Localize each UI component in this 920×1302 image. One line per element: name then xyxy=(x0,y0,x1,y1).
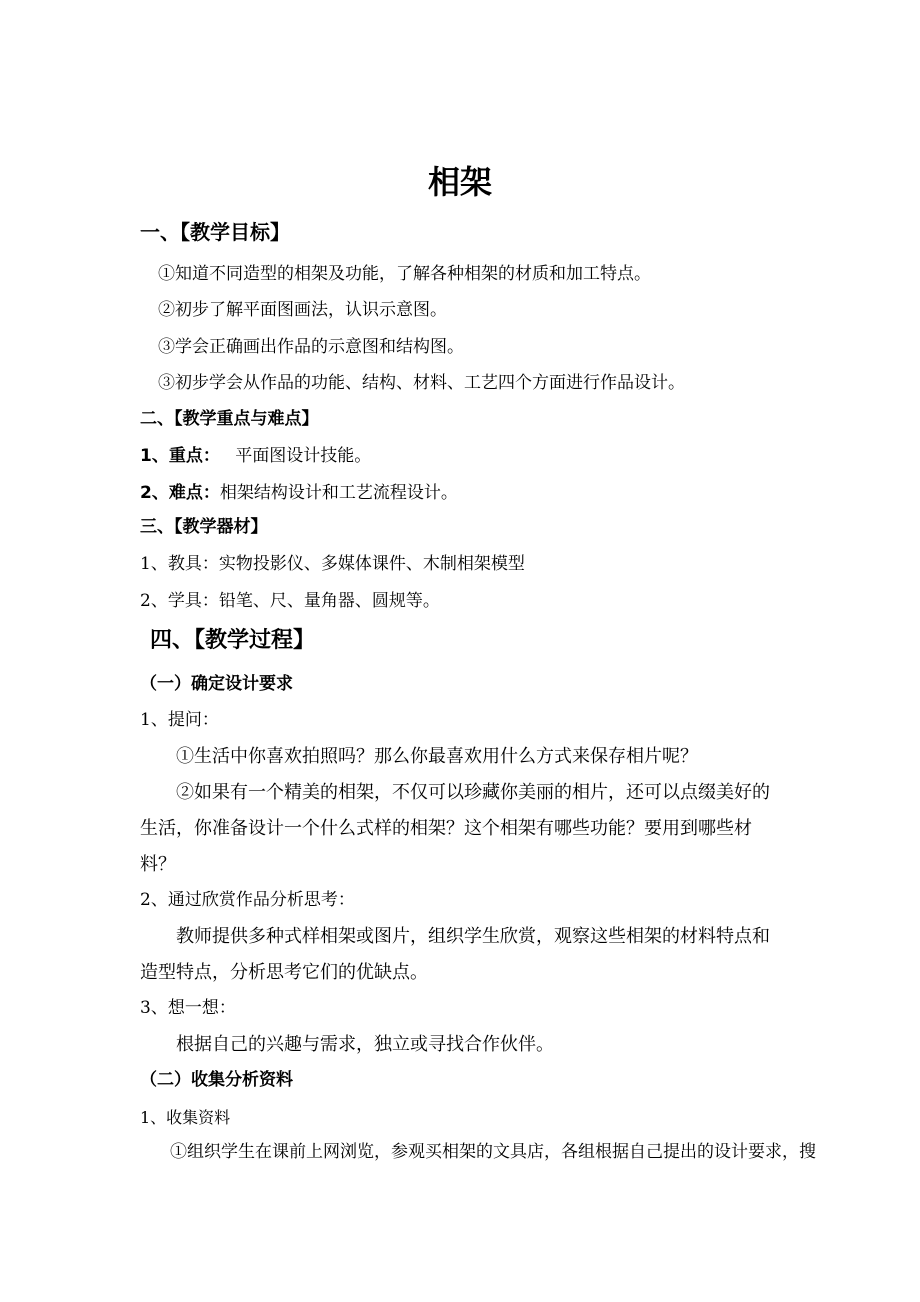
collect-text: ①组织学生在课前上网浏览，参观买相架的文具店，各组根据自己提出的设计要求，搜 xyxy=(170,1142,816,1162)
difficulty-text: 相架结构设计和工艺流程设计。 xyxy=(219,483,458,503)
section-heading-materials: 三、【教学器材】 xyxy=(140,517,268,537)
difficulty-row xyxy=(140,485,458,502)
analysis-label: 2、通过欣赏作品分析思考： xyxy=(140,890,355,910)
objective-item: ③初步学会从作品的功能、结构、材料、工艺四个方面进行作品设计。 xyxy=(158,373,685,393)
collect-label: 1、收集资料 xyxy=(140,1108,231,1127)
question-item-line: 料？ xyxy=(140,854,176,875)
material-item: 2、学具：铅笔、尺、量角器、圆规等。 xyxy=(140,591,440,611)
question-item-line: 生活，你准备设计一个什么式样的相架？这个相架有哪些功能？要用到哪些材 xyxy=(140,818,752,839)
subsection-heading-collect: （二）收集分析资料 xyxy=(140,1070,293,1090)
objective-item: ③学会正确画出作品的示意图和结构图。 xyxy=(158,337,464,357)
section-heading-process: 四、【教学过程】 xyxy=(150,628,316,653)
subsection-heading-requirements: （一）确定设计要求 xyxy=(140,674,293,694)
think-text: 根据自己的兴趣与需求，独立或寻找合作伙伴。 xyxy=(176,1034,554,1055)
question-item-line: ②如果有一个精美的相架，不仅可以珍藏你美丽的相片，还可以点缀美好的 xyxy=(176,782,770,803)
key-point-text: 平面图设计技能。 xyxy=(235,446,372,466)
material-item: 1、教具：实物投影仪、多媒体课件、木制相架模型 xyxy=(140,554,525,574)
analysis-line: 教师提供多种式样相架或图片，组织学生欣赏，观察这些相架的材料特点和 xyxy=(176,926,770,947)
objective-item: ②初步了解平面图画法，认识示意图。 xyxy=(158,300,447,320)
objective-item: ①知道不同造型的相架及功能，了解各种相架的材质和加工特点。 xyxy=(158,264,651,284)
section-heading-key-points: 二、【教学重点与难点】 xyxy=(140,409,319,429)
key-point-row xyxy=(140,448,371,465)
section-heading-objectives: 一、【教学目标】 xyxy=(140,220,290,244)
difficulty-label: 2、难点： xyxy=(140,483,220,503)
think-label: 3、想一想： xyxy=(140,998,236,1018)
key-point-label: 1、重点： xyxy=(140,446,220,466)
question-label: 1、提问： xyxy=(140,710,219,730)
question-item: ①生活中你喜欢拍照吗？那么你最喜欢用什么方式来保存相片呢？ xyxy=(176,746,698,767)
document-title: 相架 xyxy=(428,163,493,201)
analysis-line: 造型特点，分析思考它们的优缺点。 xyxy=(140,962,428,983)
